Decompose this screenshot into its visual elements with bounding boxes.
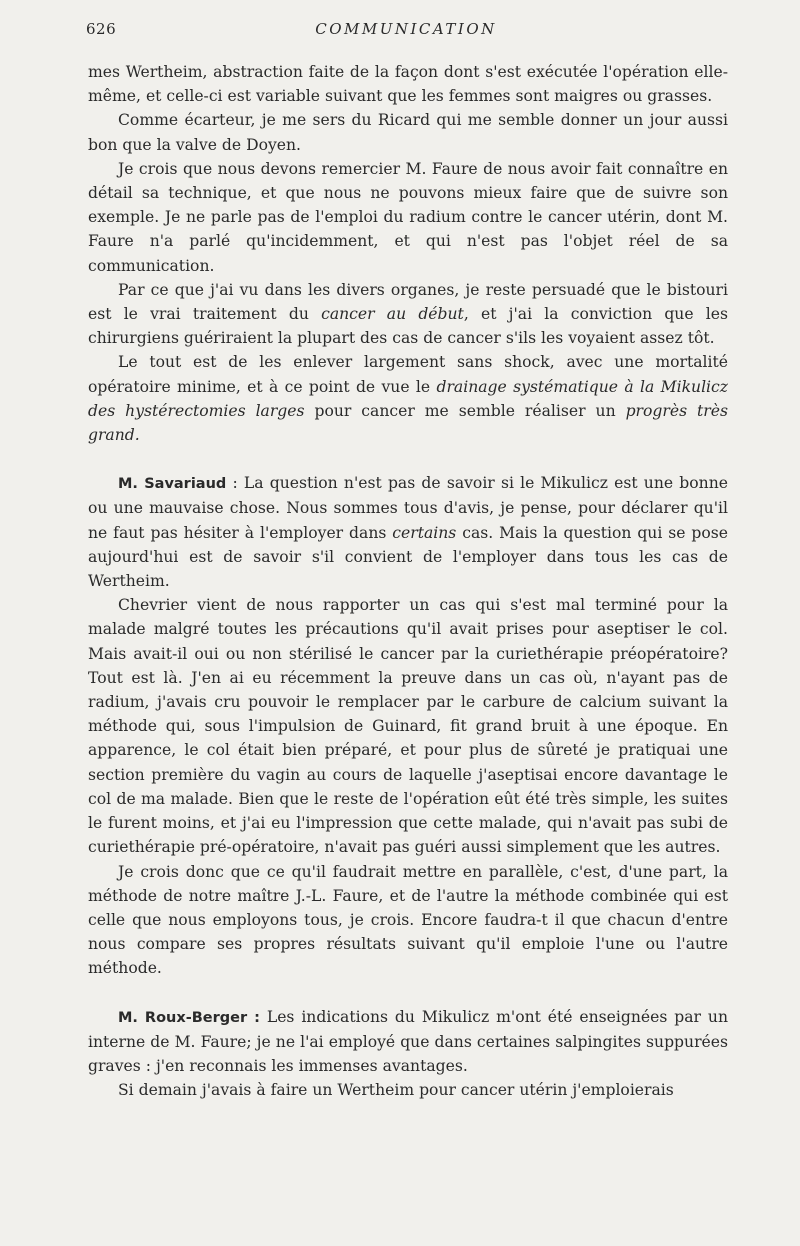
- paragraph-4: [88, 278, 728, 351]
- page-header: [86, 20, 726, 44]
- paragraph-7: Chevrier vient de nous rapporter un cas qui s'est mal terminé pour la malade malgré toutes les précautions qu'il avait prises pour aseptiser le col. Mais avait-il oui ou non stérilisé le cancer par la curiethérapie préopératoire? Tout est là. J'en ai eu récemment la preuve dans un cas où, n'ayant pas de radium, j'avais cru pouvoir le remplacer par le carbure de calcium suivant la méthode qui, sous l'impulsion de Guinard, fit grand bruit à une époque. En apparence, le col était bien préparé, et pour plus de sûreté je pratiquai une section première du vagin au cours de laquelle j'aseptisai encore davantage le col de ma malade. Bien que le reste de l'opération eût été très simple, les suites le furent moins, et j'ai eu l'impression que cette malade, qui n'avait pas subi de curiethérapie pré-opératoire, n'avait pas guéri aussi simplement que les autres.: [88, 596, 728, 857]
- paragraph-8: Je crois donc que ce qu'il faudrait mettre en parallèle, c'est, d'une part, la méthode de notre maître J.-L. Faure, et de l'autre la méthode combinée qui est celle que nous employons tous, je crois. Encore faudra-t il que chacun d'entre nous compare ses propres résultats suivant qu'il emploie l'une ou l'autre méthode.: [88, 862, 728, 978]
- article-body: [88, 60, 728, 1102]
- paragraph-4-text-c: , et j'ai la conviction que les chirurgiens guériraient la plupart des cas de cancer s'ils les voyaient assez tôt.: [88, 305, 728, 348]
- paragraph-5: [88, 350, 728, 447]
- paragraph-6: [88, 471, 728, 593]
- paragraph-5-emphasis-1: drainage systématique à la Mikulicz des hystérectomies larges: [88, 377, 728, 420]
- paragraph-2: Comme écarteur, je me sers du Ricard qui me semble donner un jour aussi bon que la valve de Doyen.: [88, 111, 728, 154]
- paragraph-4-text-a: Par ce que j'ai vu dans les divers organes, je reste persuadé que le bistouri est le vrai traitement du: [88, 280, 728, 324]
- paragraph-9: [88, 1005, 728, 1079]
- paragraph-5-text-a: Le tout est de les enlever largement sans shock, avec une mortalité opératoire minime, et à ce point de vue le: [88, 353, 728, 396]
- paragraph-1: mes Wertheim, abstraction faite de la façon dont s'est exécutée l'opération elle-même, et celle-ci est variable suivant que les femmes sont maigres ou grasses.: [88, 63, 728, 106]
- paragraph-10: Si demain j'avais à faire un Wertheim pour cancer utérin j'emploierais: [118, 1081, 674, 1100]
- page-number: 626: [86, 20, 117, 38]
- paragraph-6-text-c: cas. Mais la question qui se pose aujourd'hui est de savoir s'il convient de l'employer dans tous les cas de Wertheim.: [88, 523, 728, 591]
- running-title: COMMUNICATION: [315, 20, 497, 38]
- paragraph-4-emphasis: cancer au début: [321, 305, 464, 324]
- paragraph-6-text-a: : La question n'est pas de savoir si le Mikulicz est une bonne ou une mauvaise chose. Nous sommes tous d'avis, je pense, pour déclarer qu'il ne faut pas hésiter à l'employer dans: [88, 474, 728, 542]
- paragraph-3: Je crois que nous devons remercier M. Faure de nous avoir fait connaître en détail sa technique, et que nous ne pouvons mieux faire que de suivre son exemple. Je ne parle pas de l'emploi du radium contre le cancer utérin, dont M. Faure n'a parlé qu'incidemment, et qui n'est pas l'objet réel de sa communication.: [88, 159, 728, 275]
- paragraph-5-emphasis-2: progrès très grand.: [88, 401, 728, 445]
- paragraph-9-text: Les indications du Mikulicz m'ont été enseignées par un interne de M. Faure; je ne l'ai employé que dans certaines salpingites suppurées graves : j'en reconnais les immenses avantages.: [88, 1007, 728, 1075]
- paragraph-5-text-c: pour cancer me semble réaliser un: [304, 401, 626, 420]
- speaker-savariaud: M. Savariaud: [118, 476, 227, 493]
- speaker-roux-berger: M. Roux-Berger :: [118, 1009, 260, 1026]
- paragraph-6-emphasis: certains: [392, 523, 457, 542]
